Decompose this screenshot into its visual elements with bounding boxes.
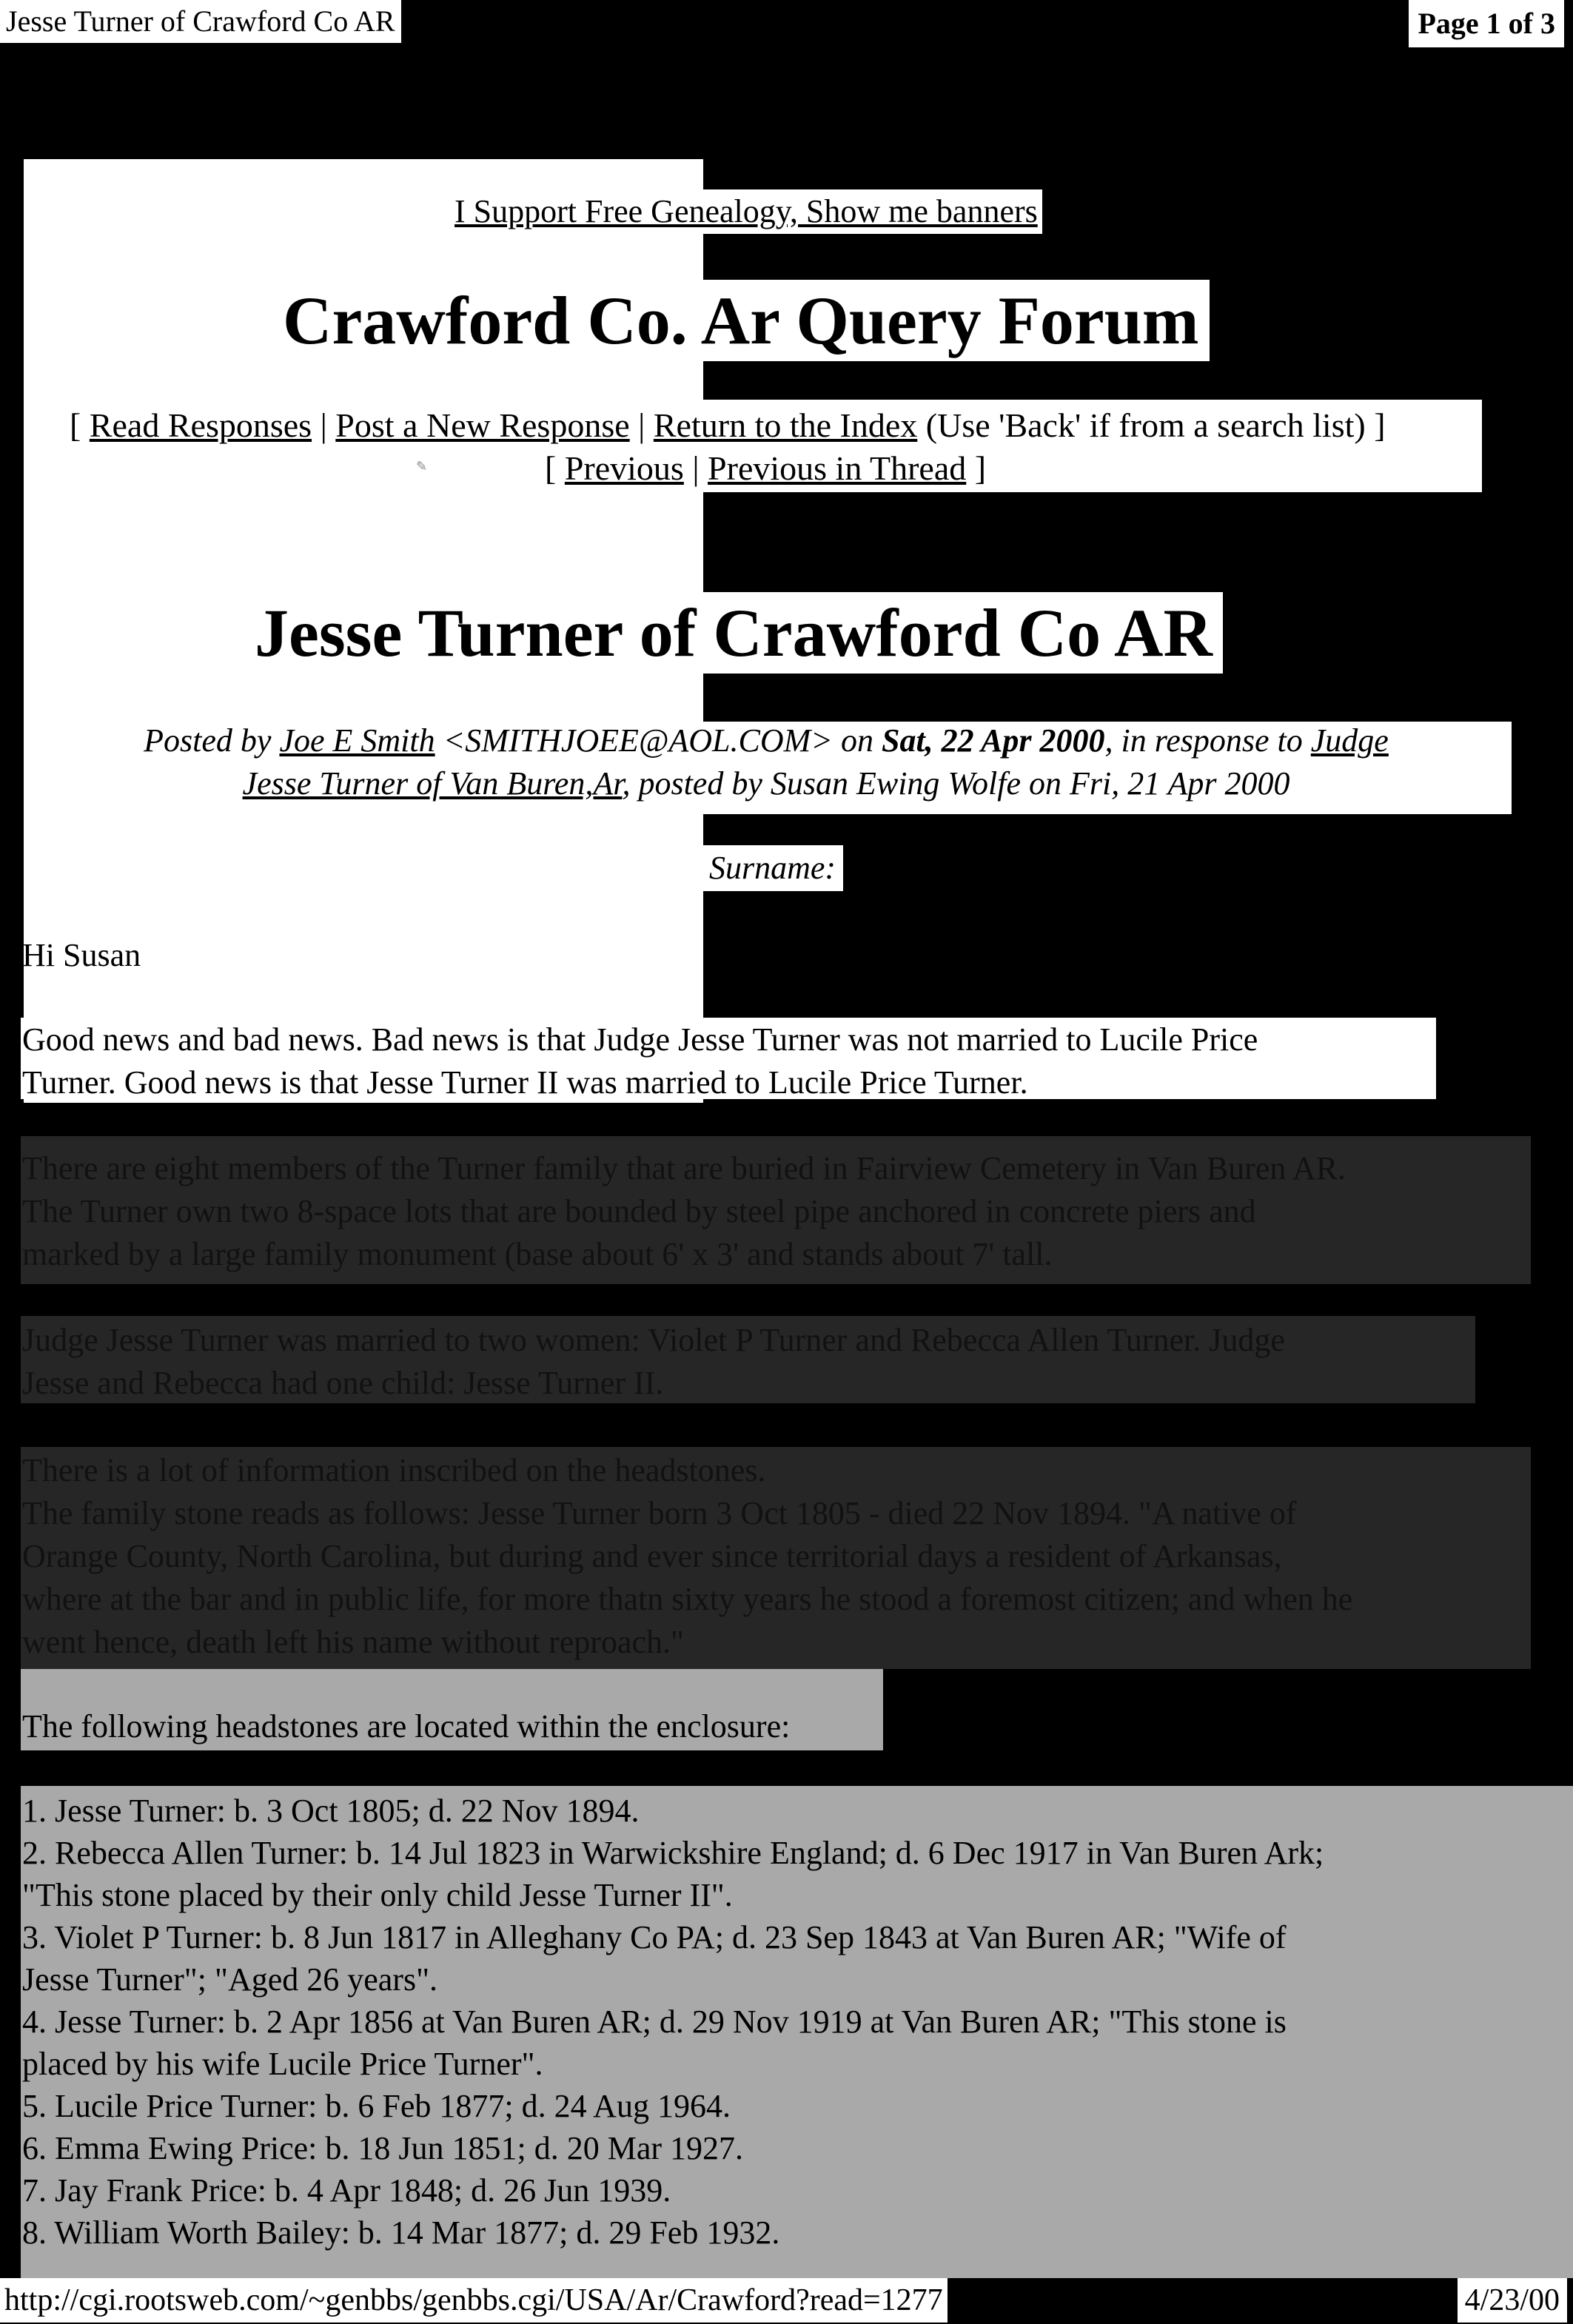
list-item: 5. Lucile Price Turner: b. 6 Feb 1877; d. 24 Aug 1964. [22,2088,731,2124]
paragraph-2-line: marked by a large family monument (base about 6' x 3' and stands about 7' tall. [22,1236,1053,1272]
previous-in-thread-link[interactable]: Previous in Thread [708,449,967,487]
list-item: Jesse Turner"; "Aged 26 years". [22,1961,438,1998]
paragraph-2-line: The Turner own two 8-space lots that are bounded by steel pipe anchored in concrete piers and [22,1193,1256,1229]
posted-by-label: Posted by [144,722,280,759]
paragraph-1-line: Turner. Good news is that Jesse Turner II was married to Lucile Price Turner. [22,1064,1028,1101]
surname-label: Surname: [702,845,843,891]
nav-separator: | [629,406,654,444]
paragraph-4-line: The family stone reads as follows: Jesse Turner born 3 Oct 1805 - died 22 Nov 1894. "A native of [22,1495,1297,1531]
support-banner-link[interactable]: I Support Free Genealogy, Show me banners [450,189,1042,234]
scan-speck-icon: ✎ [416,459,428,474]
post-meta-line-2 [30,762,1503,805]
paragraph-4 [22,1449,1352,1664]
list-item: 1. Jesse Turner: b. 3 Oct 1805; d. 22 Nov 1894. [22,1793,640,1829]
list-item: 7. Jay Frank Price: b. 4 Apr 1848; d. 26 Jun 1939. [22,2172,671,2209]
author-email: <SMITHJOEE@AOL.COM> on [435,722,882,759]
paragraph-4-line: Orange County, North Carolina, but during and ever since territorial days a resident of Arkansas, [22,1538,1282,1574]
forum-title: Crawford Co. Ar Query Forum [272,280,1210,361]
read-responses-link[interactable]: Read Responses [89,406,312,444]
parent-post-info: , posted by Susan Ewing Wolfe on Fri, 21 Apr 2000 [622,765,1290,802]
in-response-label: , in response to [1104,722,1311,759]
previous-link[interactable]: Previous [564,449,684,487]
post-new-response-link[interactable]: Post a New Response [335,406,630,444]
nav-line-2 [539,447,992,490]
paragraph-4-line: There is a lot of information inscribed on the headstones. [22,1452,766,1488]
paragraph-2-line: There are eight members of the Turner family that are buried in Fairview Cemetery in Van Buren AR. [22,1150,1346,1186]
index-note: (Use 'Back' if from a search list) ] [917,406,1386,444]
post-meta [30,719,1503,805]
post-date: Sat, 22 Apr 2000 [881,722,1105,759]
list-item: 4. Jesse Turner: b. 2 Apr 1856 at Van Buren AR; d. 29 Nov 1919 at Van Buren AR; "This stone is [22,2004,1287,2040]
nav-separator: | [312,406,336,444]
paragraph-1 [22,1018,1258,1104]
list-item: 2. Rebecca Allen Turner: b. 14 Jul 1823 in Warwickshire England; d. 6 Dec 1917 in Van Buren Ark; [22,1835,1324,1871]
list-item: 3. Violet P Turner: b. 8 Jun 1817 in Alleghany Co PA; d. 23 Sep 1843 at Van Buren AR; "Wife of [22,1919,1287,1955]
paragraph-3 [22,1319,1285,1405]
nav-line-1 [64,404,1392,447]
list-item: 6. Emma Ewing Price: b. 18 Jun 1851; d. 20 Mar 1927. [22,2130,744,2166]
paragraph-4-line: where at the bar and in public life, for more thatn sixty years he stood a foremost citizen; and when he [22,1581,1353,1617]
greeting: Hi Susan [22,937,141,973]
list-item: "This stone placed by their only child Jesse Turner II". [22,1877,733,1913]
list-item: 8. William Worth Bailey: b. 14 Mar 1877; d. 29 Feb 1932. [22,2214,780,2251]
author-link[interactable]: Joe E Smith [279,722,435,759]
return-to-index-link[interactable]: Return to the Index [653,406,918,444]
nav-bracket: [ [70,406,90,444]
paragraph-5: The following headstones are located within the enclosure: [22,1708,791,1744]
thread-title: Jesse Turner of Crawford Co AR [244,592,1223,674]
parent-post-link-cont[interactable]: Jesse Turner of Van Buren,Ar [242,765,623,802]
nav-bracket: ] [966,449,987,487]
footer-date: 4/23/00 [1458,2278,1567,2323]
list-item: placed by his wife Lucile Price Turner". [22,2046,543,2082]
nav-separator: | [683,449,708,487]
paragraph-4-line: went hence, death left his name without reproach." [22,1624,684,1660]
print-header-title: Jesse Turner of Crawford Co AR [0,0,401,43]
paragraph-2 [22,1147,1346,1276]
paragraph-3-line: Jesse and Rebecca had one child: Jesse Turner II. [22,1365,664,1401]
nav-bracket: [ [545,449,565,487]
page-indicator: Page 1 of 3 [1409,0,1564,47]
paragraph-3-line: Judge Jesse Turner was married to two women: Violet P Turner and Rebecca Allen Turner. Judge [22,1322,1285,1358]
headstone-list [22,1790,1324,2254]
paragraph-1-line: Good news and bad news. Bad news is that Judge Jesse Turner was not married to Lucile Price [22,1021,1258,1058]
parent-post-link[interactable]: Judge [1310,722,1389,759]
post-meta-line-1 [30,719,1503,762]
footer-url: http://cgi.rootsweb.com/~genbbs/genbbs.cgi/USA/Ar/Crawford?read=1277 [0,2278,948,2323]
